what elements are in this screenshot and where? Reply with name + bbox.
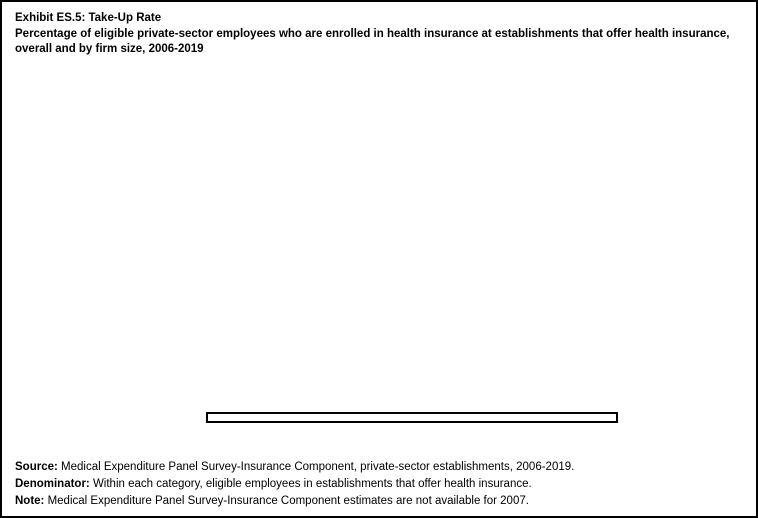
footnote-denominator: Denominator: Within each category, eligible employees in establishments that offer health insurance. (15, 478, 532, 490)
figure-title: Exhibit ES.5: Take-Up Rate (15, 12, 162, 24)
footnotes (15, 459, 752, 510)
chart-legend (206, 412, 618, 423)
figure-subtitle: Percentage of eligible private-sector employees who are enrolled in health insurance at establishments that offer health insurance, overall and by firm size, 2006-2019 (15, 27, 730, 55)
takeup-rate-line-chart (2, 62, 758, 397)
footnote-note: Note: Medical Expenditure Panel Survey-Insurance Component estimates are not available for 2007. (15, 495, 529, 507)
footnote-source: Source: Medical Expenditure Panel Survey-Insurance Component, private-sector establishments, 2006-2019. (15, 461, 575, 473)
figure-header (15, 11, 752, 58)
